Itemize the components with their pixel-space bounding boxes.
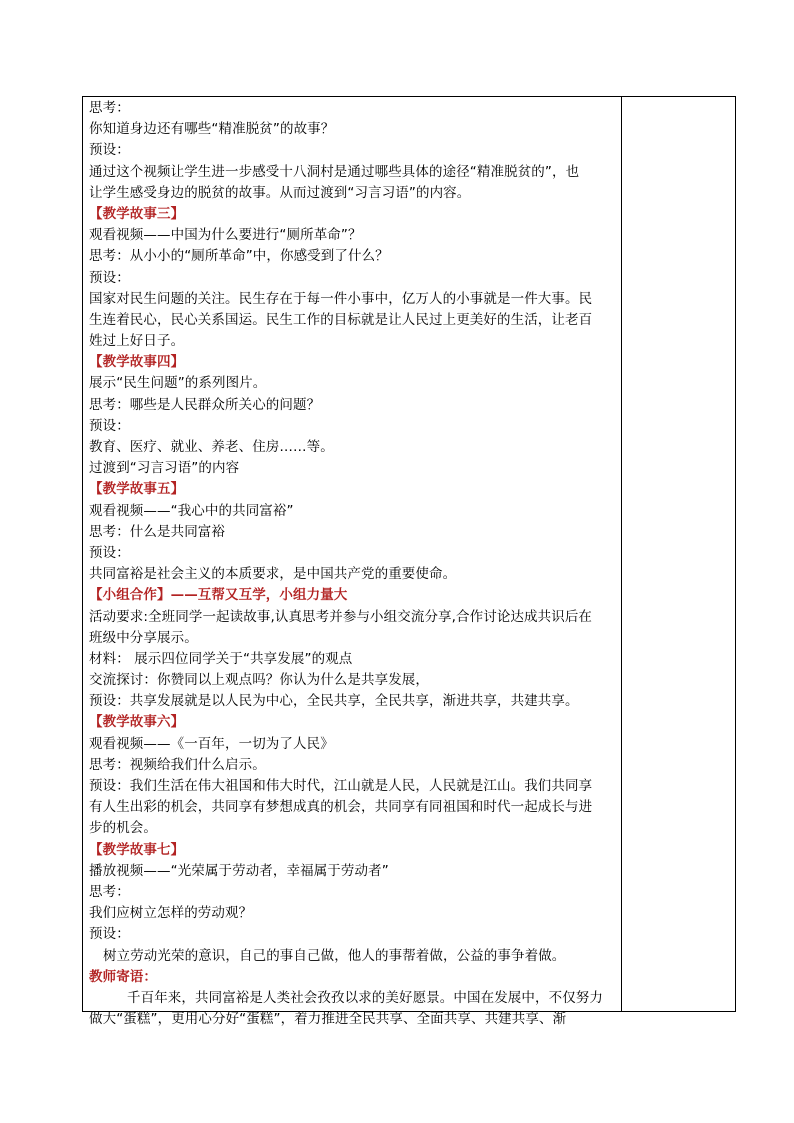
text-line: 观看视频——“我心中的共同富裕” bbox=[89, 502, 294, 519]
text-line: 树立劳动光荣的意识，自己的事自己做，他人的事帮着做，公益的事争着做。 bbox=[103, 947, 566, 964]
section-heading: 教师寄语： bbox=[89, 968, 157, 985]
text-line: 我们应树立怎样的劳动观？ bbox=[89, 905, 253, 922]
text-line: 思考： bbox=[89, 883, 130, 900]
text-line: 让学生感受身边的脱贫的故事。从而过渡到“习言习语”的内容。 bbox=[89, 184, 471, 201]
text-line: 预设： bbox=[89, 269, 130, 286]
text-line: 国家对民生问题的关注。民生存在于每一件小事中，亿万人的小事就是一件大事。民 bbox=[89, 290, 593, 307]
text-line: 观看视频——《一百年，一切为了人民》 bbox=[89, 735, 334, 752]
text-line: 生连着民心，民心关系国运。民生工作的目标就是让人民过上更美好的生活，让老百 bbox=[89, 311, 593, 328]
text-line: 班级中分享展示。 bbox=[89, 629, 198, 646]
text-line: 展示“民生问题”的系列图片。 bbox=[89, 375, 267, 392]
text-line: 材料： 展示四位同学关于“共享发展”的观点 bbox=[89, 650, 353, 667]
text-line: 教育、医疗、就业、养老、住房……等。 bbox=[89, 439, 334, 455]
text-line: 思考：哪些是人民群众所关心的问题？ bbox=[89, 396, 321, 413]
text-line: 共同富裕是社会主义的本质要求，是中国共产党的重要使命。 bbox=[89, 566, 457, 583]
teaching-process-cell bbox=[83, 97, 622, 1028]
text-line: 活动要求:全班同学一起读故事,认真思考并参与小组交流分享,合作讨论达成共识后在 bbox=[89, 608, 593, 625]
text-line: 通过这个视频让学生进一步感受十八洞村是通过哪些具体的途径“精准脱贫的”，也 bbox=[89, 163, 580, 180]
text-line: 预设： bbox=[89, 544, 130, 561]
text-line: 思考： bbox=[89, 100, 130, 116]
text-line: 思考：从小小的“厕所革命”中，你感受到了什么？ bbox=[89, 248, 389, 265]
text-line: 思考：什么是共同富裕 bbox=[89, 523, 225, 540]
text-line: 预设： bbox=[89, 142, 130, 159]
text-line: 姓过上好日子。 bbox=[89, 333, 185, 350]
section-heading: 【教学故事六】 bbox=[89, 714, 185, 731]
lesson-plan-table bbox=[82, 96, 736, 1028]
text-line: 思考：视频给我们什么启示。 bbox=[89, 756, 266, 773]
text-line: 交流探讨：你赞同以上观点吗？你认为什么是共享发展， bbox=[89, 672, 429, 689]
text-line: 播放视频——“光荣属于劳动者，幸福属于劳动者” bbox=[89, 862, 389, 879]
text-line: 预设： bbox=[89, 926, 130, 943]
notes-cell bbox=[622, 97, 735, 1011]
text-line: 预设：我们生活在伟大祖国和伟大时代，江山就是人民，人民就是江山。我们共同享 bbox=[89, 778, 593, 794]
section-heading: 【教学故事三】 bbox=[89, 205, 185, 222]
text-line: 做大“蛋糕”，更用心分好“蛋糕”，着力推进全民共享、全面共享、共建共享、渐 bbox=[89, 1011, 567, 1028]
text-line: 有人生出彩的机会，共同享有梦想成真的机会，共同享有同祖国和时代一起成长与进 bbox=[89, 799, 593, 816]
text-line: 你知道身边还有哪些“精准脱贫”的故事？ bbox=[89, 121, 335, 138]
text-line: 过渡到“习言习语”的内容 bbox=[89, 460, 240, 477]
text-line: 预设：共享发展就是以人民为中心，全民共享，全民共享，渐进共享，共建共享。 bbox=[89, 693, 579, 710]
section-heading: 【教学故事四】 bbox=[89, 354, 185, 371]
text-line: 预设： bbox=[89, 417, 130, 434]
text-line: 步的机会。 bbox=[89, 820, 157, 837]
section-heading: 【教学故事七】 bbox=[89, 841, 185, 858]
text-line: 观看视频——中国为什么要进行“厕所革命”？ bbox=[89, 227, 362, 244]
text-line: 千百年来，共同富裕是人类社会孜孜以求的美好愿景。中国在发展中，不仅努力 bbox=[127, 989, 603, 1006]
section-heading: 【小组合作】——互帮又互学，小组力量大 bbox=[89, 587, 348, 604]
section-heading: 【教学故事五】 bbox=[89, 481, 185, 498]
